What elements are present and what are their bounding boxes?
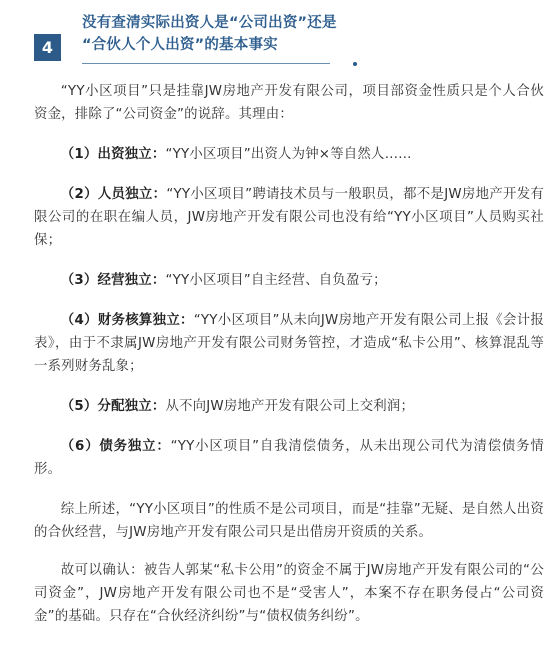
reason-6-text: “YY小区项目”自我清偿债务，从未出现公司代为清偿债务情形。 xyxy=(34,439,544,477)
reason-6 xyxy=(34,435,544,481)
reason-3 xyxy=(34,269,544,292)
section-title xyxy=(82,12,342,56)
title-underline xyxy=(82,63,330,64)
reason-1-label: （1）出资独立： xyxy=(60,147,166,162)
section-number-badge: 4 xyxy=(34,34,61,61)
reason-4 xyxy=(34,309,544,378)
section-header xyxy=(34,10,337,74)
intro-paragraph: “YY小区项目”只是挂靠JW房地产开发有限公司，项目部资金性质只是个人合伙资金，排除了“公司资金”的说辞。其理由： xyxy=(34,84,544,122)
article-body xyxy=(34,80,544,645)
section-title-line-1: 没有查清实际出资人是“公司出资”还是 xyxy=(82,15,337,31)
reason-2-text: “YY小区项目”聘请技术员与一般职员，都不是JW房地产开发有限公司的在职在编人员，JW房地产开发有限公司也没有给“YY小区项目”人员购买社保； xyxy=(34,187,545,248)
reason-1-text: “YY小区项目”出资人为钟×等自然人…… xyxy=(165,147,412,162)
reason-5 xyxy=(34,395,544,418)
reason-3-label: （3）经营独立： xyxy=(60,273,166,288)
reason-3-text: “YY小区项目”自主经营、自负盈亏； xyxy=(165,273,387,288)
reason-1 xyxy=(34,143,544,166)
summary-paragraph: 综上所述，“YY小区项目”的性质不是公司项目，而是“挂靠”无疑、是自然人出资的合伙经营，与JW房地产开发有限公司只是出借房开资质的关系。 xyxy=(34,502,544,540)
section-title-line-2: “合伙人个人出资”的基本事实 xyxy=(82,37,278,53)
reason-6-label: （6）债务独立： xyxy=(60,439,171,454)
conclusion-paragraph: 故可以确认：被告人郭某“私卡公用”的资金不属于JW房地产开发有限公司的“公司资金”，JW房地产开发有限公司也不是“受害人”，本案不存在职务侵占“公司资金”的基础。只存在“合伙经济纠纷”与“债权债务纠纷”。 xyxy=(34,563,544,624)
decorative-dot xyxy=(353,62,357,66)
reason-5-text: 从不向JW房地产开发有限公司上交利润； xyxy=(165,399,415,414)
reason-2-label: （2）人员独立： xyxy=(60,187,167,202)
reason-4-text: “YY小区项目”从未向JW房地产开发有限公司上报《会计报表》，由于不隶属JW房地产开发有限公司财务管控，才造成“私卡公用”、核算混乱等一系列财务乱象； xyxy=(34,313,544,374)
reason-4-label: （4）财务核算独立： xyxy=(60,313,194,328)
reason-2 xyxy=(34,183,544,252)
reason-5-label: （5）分配独立： xyxy=(60,399,166,414)
